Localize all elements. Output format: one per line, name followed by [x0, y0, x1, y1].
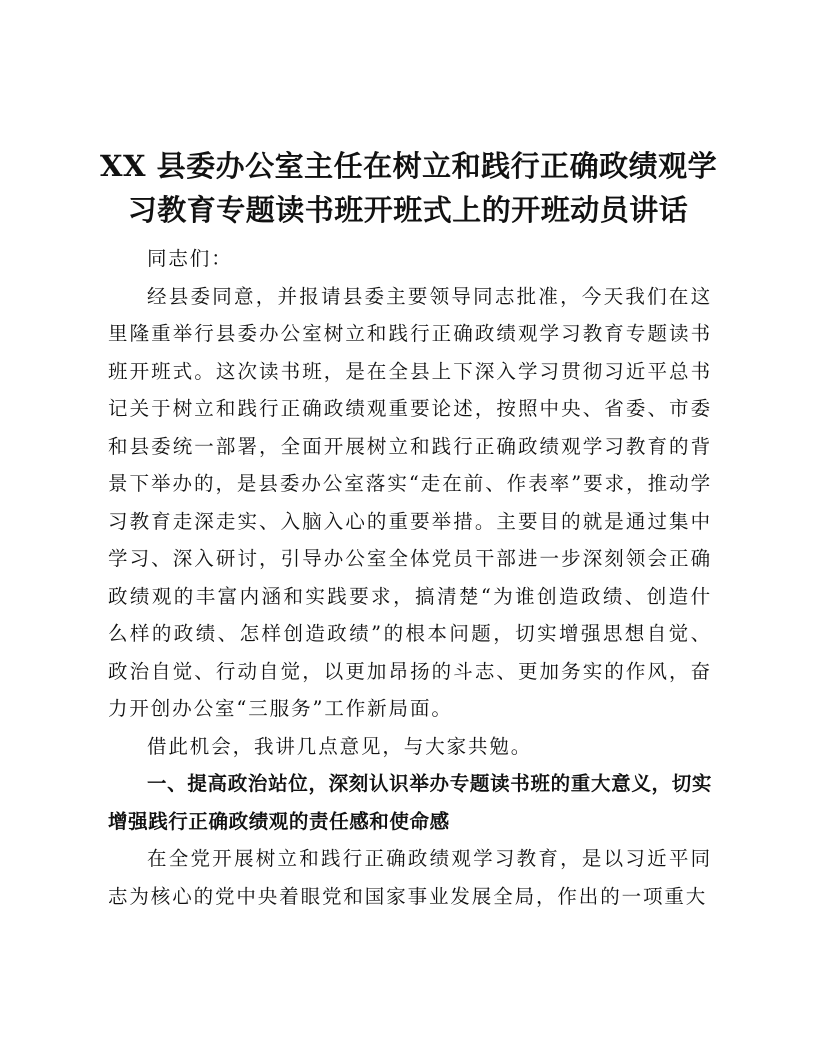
body-paragraph: 经县委同意，并报请县委主要领导同志批准，今天我们在这里隆重举行县委办公室树立和践行正确政绩观学习教育专题读书班开班式。这次读书班，是在全县上下深入学习贯彻习近平总书记关于树立和践行正确政绩观重要论述，按照中央、省委、市委和县委统一部署，全面开展树立和践行正确政绩观学习教育的背景下举办的，是县委办公室落实“走在前、作表率”要求，推动学习教育走深走实、入脑入心的重要举措。主要目的就是通过集中学习、深入研讨，引导办公室全体党员干部进一步深刻领会正确政绩观的丰富内涵和实践要求，搞清楚“为谁创造政绩、创造什么样的政绩、怎样创造政绩”的根本问题，切实增强思想自觉、政治自觉、行动自觉，以更加昂扬的斗志、更加务实的作风，奋力开创办公室“三服务”工作新局面。: [108, 284, 712, 720]
title-line-1: XX 县委办公室主任在树立和践行正确政绩观学: [100, 149, 718, 183]
document-title: [100, 144, 716, 232]
document-body: [108, 240, 712, 915]
title-line-2: 习教育专题读书班开班式上的开班动员讲话: [127, 193, 689, 227]
body-paragraph: 借此机会，我讲几点意见，与大家共勉。: [147, 734, 533, 758]
section-heading: 一、提高政治站位，深刻认识举办专题读书班的重大意义，切实增强践行正确政绩观的责任感和使命感: [108, 772, 712, 833]
salutation: 同志们：: [147, 247, 233, 270]
body-paragraph: 在全党开展树立和践行正确政绩观学习教育，是以习近平同志为核心的党中央着眼党和国家事业发展全局，作出的一项重大: [108, 847, 712, 908]
